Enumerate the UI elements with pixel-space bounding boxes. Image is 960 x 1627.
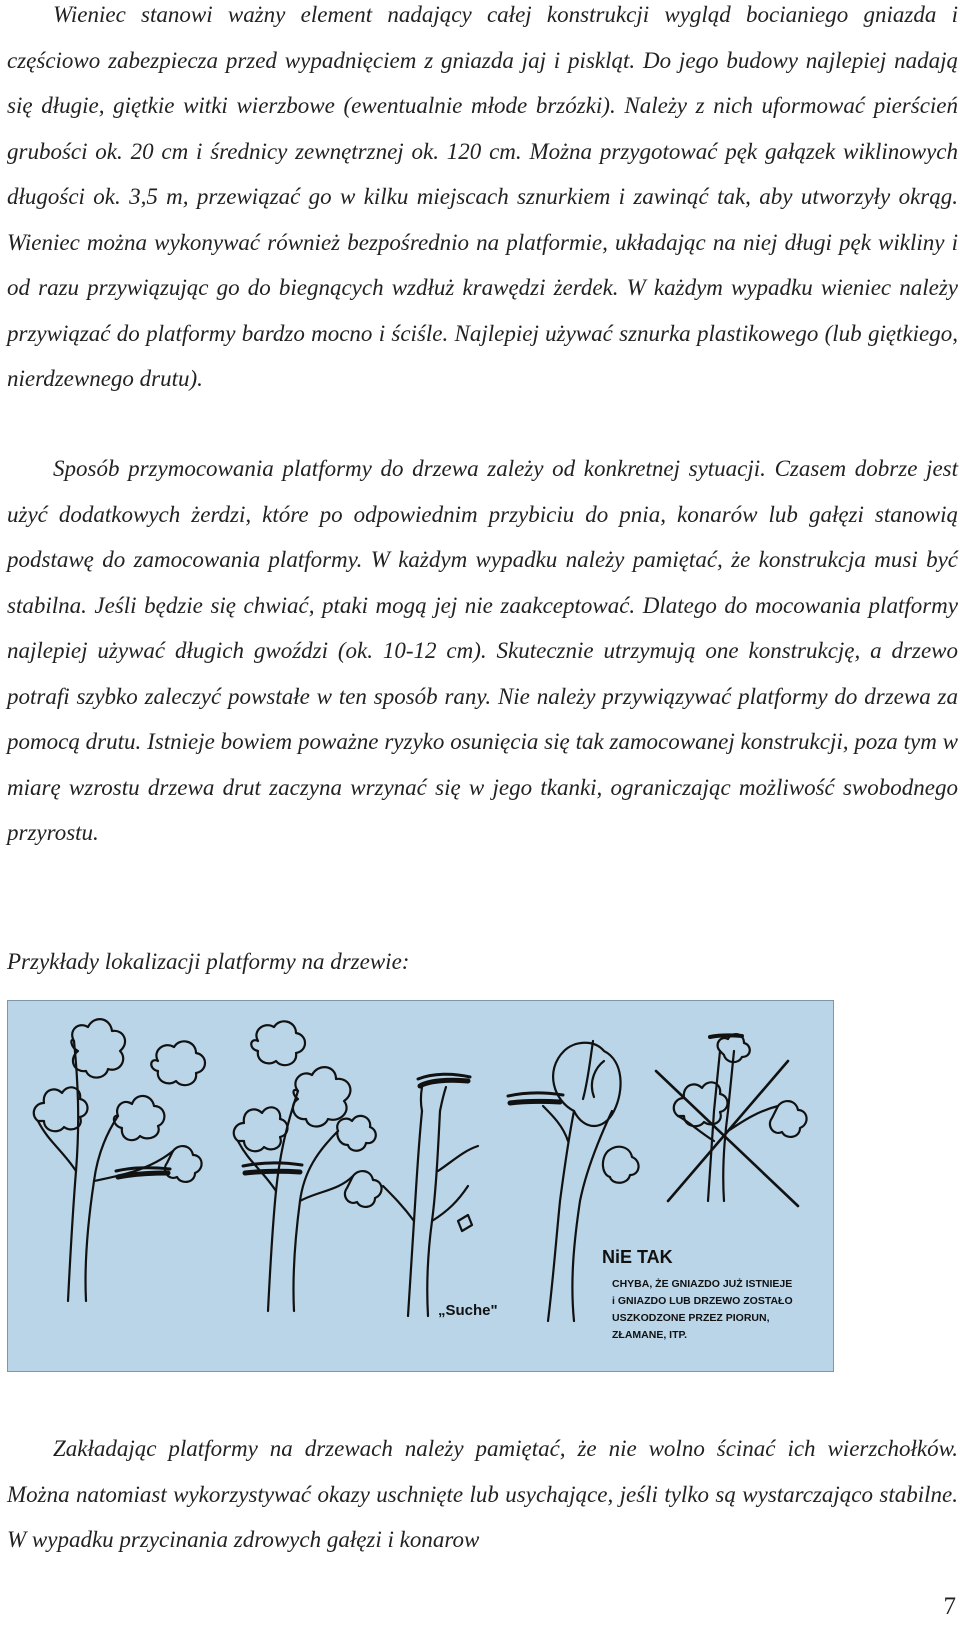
tree-1-drawing	[34, 1019, 205, 1301]
illustration-drawing	[8, 1001, 835, 1373]
paragraph-tree-tops: Zakładając platformy na drzewach należy pamiętać, że nie wolno ścinać ich wierzchołków. Można natomiast wykorzystywać okazy uschnięte lub usychające, jeśli tylko są wystarczająco stabilne. W wypadku przycinania zdrowych gałęzi i konarow	[7, 1436, 958, 1552]
figure-caption: Przykłady lokalizacji platformy na drzewie:	[7, 949, 410, 974]
note-line-2: i GNIAZDO LUB DRZEWO ZOSTAŁO	[612, 1295, 793, 1307]
paragraph-wreath: Wieniec stanowi ważny element nadający całej konstrukcji wygląd bocianiego gniazda i częściowo zabezpiecza przed wypadnięciem z gniazda jaj i piskląt. Do jego budowy najlepiej nadają się długie, giętkie witki wierzbowe (ewentualnie młode brzózki). Należy z nich uformować pierścień grubości ok. 20 cm i średnicy zewnętrznej ok. 120 cm. Można przygotować pęk gałązek wiklinowych długości ok. 3,5 m, przewiązać go w kilku miejscach sznurkiem i zawinąć tak, aby utworzyły okrąg. Wieniec można wykonywać również bezpośrednio na platformie, układając na niej długi pęk wikliny i od razu przywiązując go do biegnących wzdłuż krawędzi żerdek. W każdym wypadku wieniec należy przywiązać do platformy bardzo mocno i ściśle. Najlepiej używać sznurka plastikowego (lub giętkiego, nierdzewnego drutu).	[7, 2, 958, 391]
note-line-1: CHYBA, ŻE GNIAZDO JUŻ ISTNIEJE	[612, 1278, 793, 1290]
note-line-4: ZŁAMANE, ITP.	[612, 1329, 688, 1341]
tree-platform-illustration	[7, 1000, 834, 1372]
page-number: 7	[943, 1593, 956, 1620]
tree-5-crossed-drawing	[656, 1034, 807, 1206]
tree-2-drawing	[234, 1021, 382, 1311]
label-not-like-this: NiE TAK	[602, 1247, 673, 1267]
paragraph-mounting: Sposób przymocowania platformy do drzewa zależy od konkretnej sytuacji. Czasem dobrze jest użyć dodatkowych żerdzi, które po odpowiednim przybiciu do pnia, konarów lub gałęzi stanowią podstawę do zamocowania platformy. W każdym wypadku należy pamiętać, że konstrukcja musi być stabilna. Jeśli będzie się chwiać, ptaki mogą jej nie zaakceptować. Dlatego do mocowania platformy najlepiej używać długich gwoździ (ok. 10-12 cm). Skutecznie utrzymują one konstrukcję, a drzewo potrafi szybko zaleczyć powstałe w ten sposób rany. Nie należy przywiązywać platformy do drzewa za pomocą drutu. Istnieje bowiem poważne ryzyko osunięcia się tak zamocowanej konstrukcji, poza tym w miarę wzrostu drzewa drut zaczyna wrzynać się w jego tkanki, ograniczając możliwość swobodnego przyrostu.	[7, 456, 958, 845]
label-dry: „Suche"	[438, 1302, 498, 1319]
tree-3-drawing	[383, 1074, 478, 1316]
note-line-3: USZKODZONE PRZEZ PIORUN,	[612, 1312, 770, 1324]
